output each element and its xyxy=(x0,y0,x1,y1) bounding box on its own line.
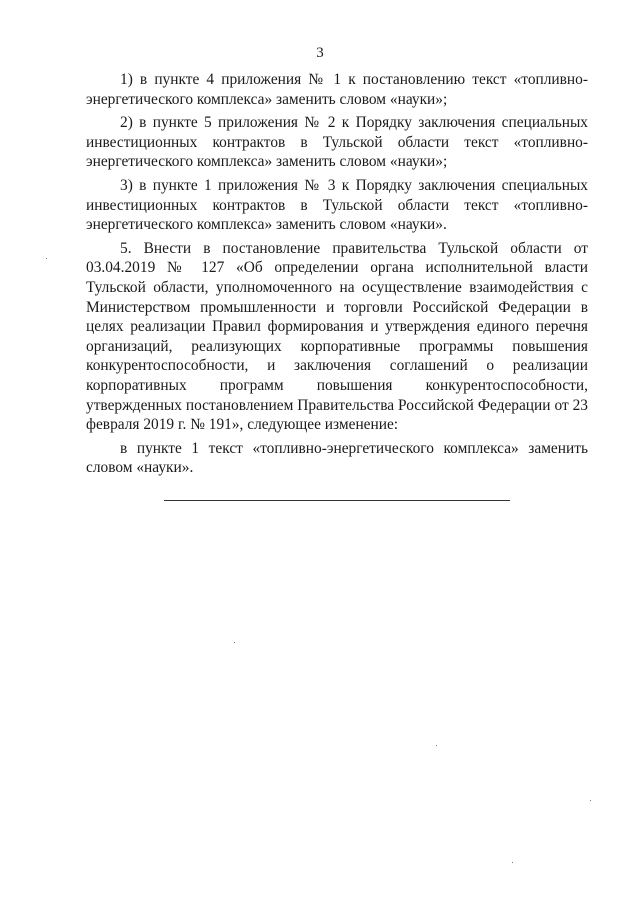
document-body xyxy=(86,70,588,478)
paragraph-section-5: 5. Внести в постановление правительства Тульской области от 03.04.2019 № 127 «Об определении органа исполнительной власти Тульской области, уполномоченного на осуществление взаимодействия с Министерством промышленности и торговли Российской Федерации в целях реализации Правил формирования и утверждения единого перечня организаций, реализующих корпоративные программы повышения конкурентоспособности, и заключения соглашений о реализации корпоративных программ повышения конкурентоспособности, утвержденных постановлением Правительства Российской Федерации от 23 февраля 2019 г. № 191», следующее изменение: xyxy=(86,239,588,434)
page-number: 3 xyxy=(316,45,324,61)
scan-speck xyxy=(46,258,47,259)
scan-speck xyxy=(234,642,235,643)
paragraph-item-3: 3) в пункте 1 приложения № 3 к Порядку заключения специальных инвестиционных контрактов в Тульской области текст «топливно-энергетического комплекса» заменить словом «науки». xyxy=(86,176,588,234)
paragraph-section-5-change: в пункте 1 текст «топливно-энергетического комплекса» заменить словом «науки». xyxy=(86,439,588,477)
closing-divider-line xyxy=(164,500,510,501)
scan-speck xyxy=(512,862,513,863)
paragraph-item-2: 2) в пункте 5 приложения № 2 к Порядку заключения специальных инвестиционных контрактов в Тульской области текст «топливно-энергетического комплекса» заменить словом «науки»; xyxy=(86,114,588,171)
paragraph-item-1: 1) в пункте 4 приложения № 1 к постановлению текст «топливно-энергетического комплекса» заменить словом «науки»; xyxy=(86,71,588,108)
scan-speck xyxy=(436,745,437,746)
scan-speck xyxy=(590,800,591,801)
